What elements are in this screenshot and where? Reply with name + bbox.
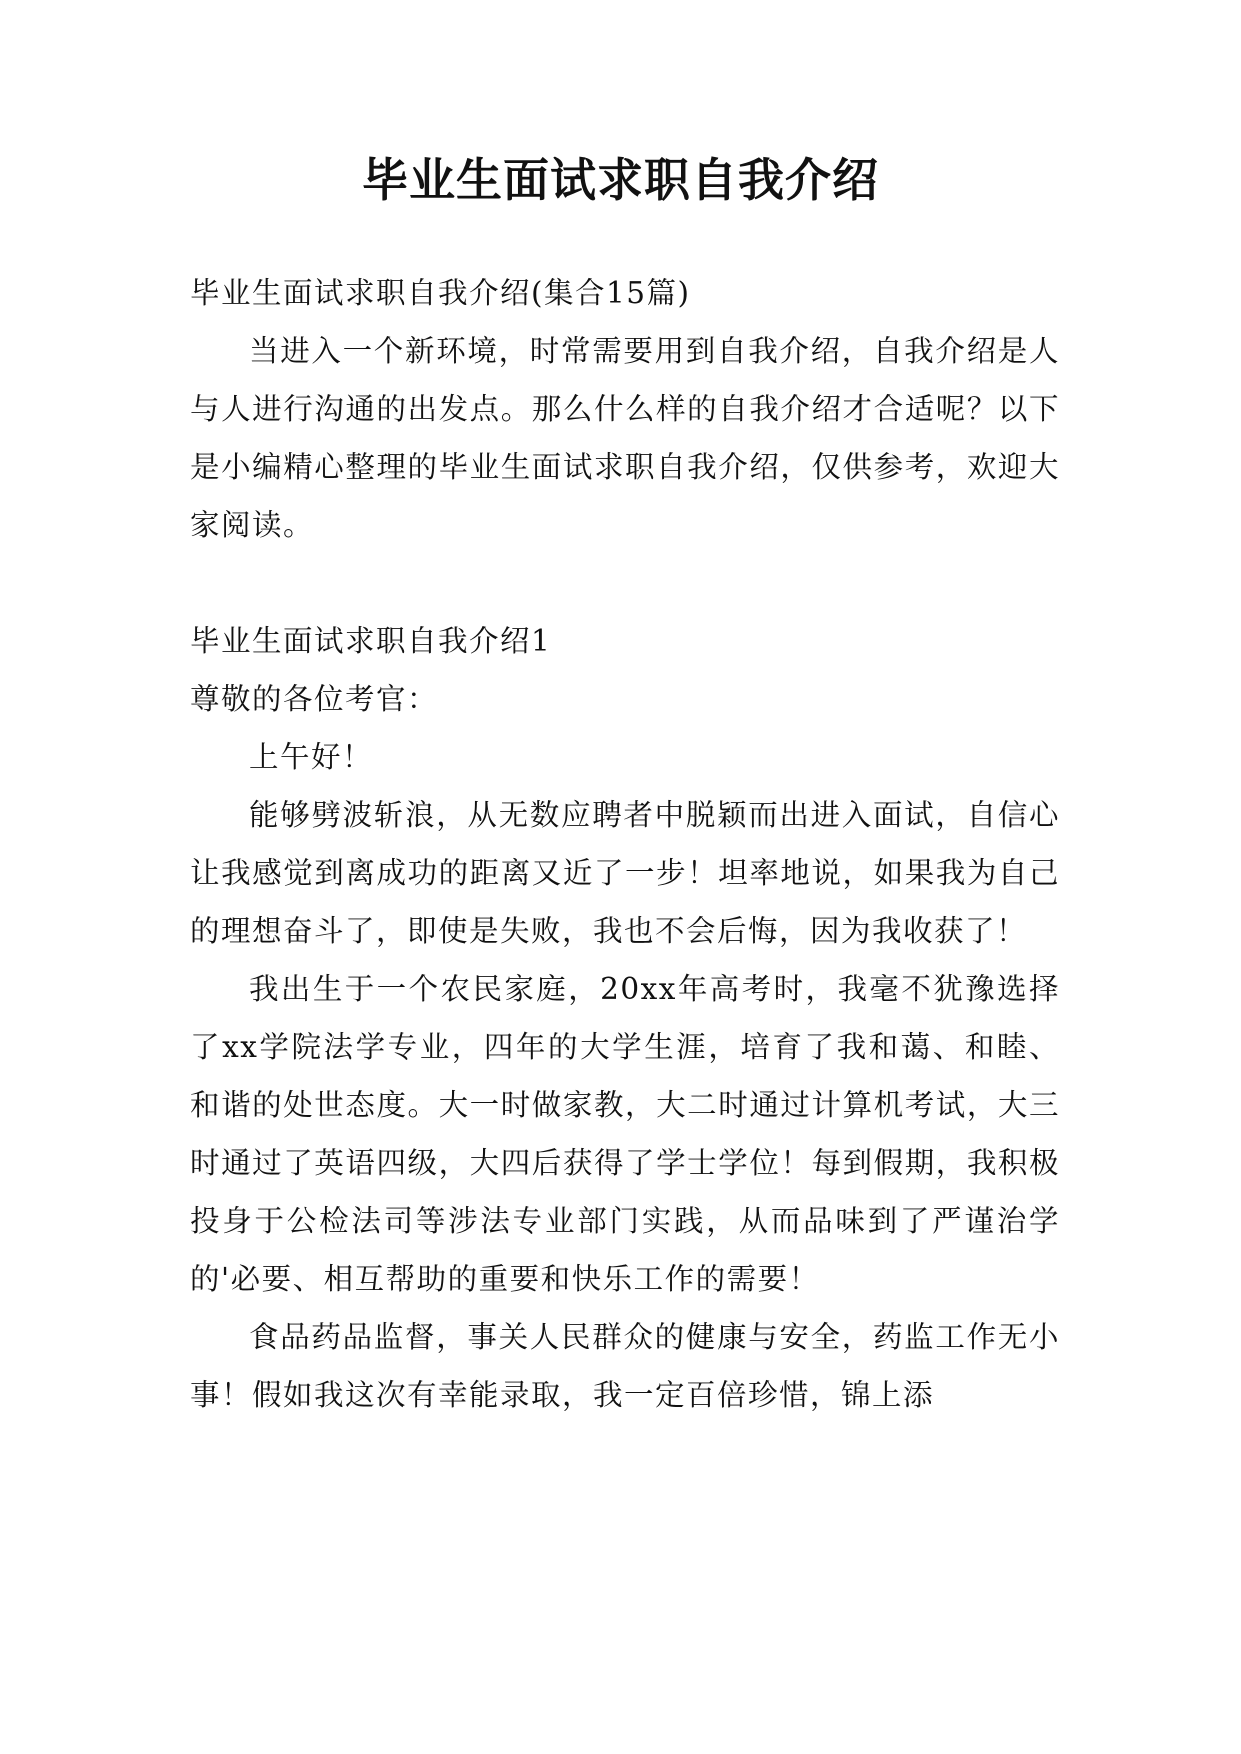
section-spacer <box>190 554 1060 612</box>
section-heading: 毕业生面试求职自我介绍1 <box>190 624 552 658</box>
body-paragraph: 我出生于一个农民家庭，20xx年高考时，我毫不犹豫选择了xx学院法学专业，四年的大学生涯，培育了我和蔼、和睦、和谐的处世态度。大一时做家教，大二时通过计算机考试，大三时通过了英语四级，大四后获得了学士学位！每到假期，我积极投身于公检法司等涉法专业部门实践，从而品味到了严谨治学的'必要、相互帮助的重要和快乐工作的需要！ <box>190 972 1060 1296</box>
body-paragraph: 食品药品监督，事关人民群众的健康与安全，药监工作无小事！假如我这次有幸能录取，我一定百倍珍惜，锦上添 <box>190 1320 1060 1412</box>
intro-paragraph: 当进入一个新环境，时常需要用到自我介绍，自我介绍是人与人进行沟通的出发点。那么什么样的自我介绍才合适呢？以下是小编精心整理的毕业生面试求职自我介绍，仅供参考，欢迎大家阅读。 <box>190 334 1060 542</box>
document-body <box>190 264 1060 1424</box>
body-paragraph: 能够劈波斩浪，从无数应聘者中脱颖而出进入面试，自信心让我感觉到离成功的距离又近了一步！坦率地说，如果我为自己的理想奋斗了，即使是失败，我也不会后悔，因为我收获了！ <box>190 798 1060 948</box>
greeting: 上午好！ <box>249 740 374 774</box>
document-title: 毕业生面试求职自我介绍 <box>362 153 879 207</box>
salutation: 尊敬的各位考官： <box>190 682 439 716</box>
collection-subtitle: 毕业生面试求职自我介绍(集合15篇) <box>190 276 691 310</box>
